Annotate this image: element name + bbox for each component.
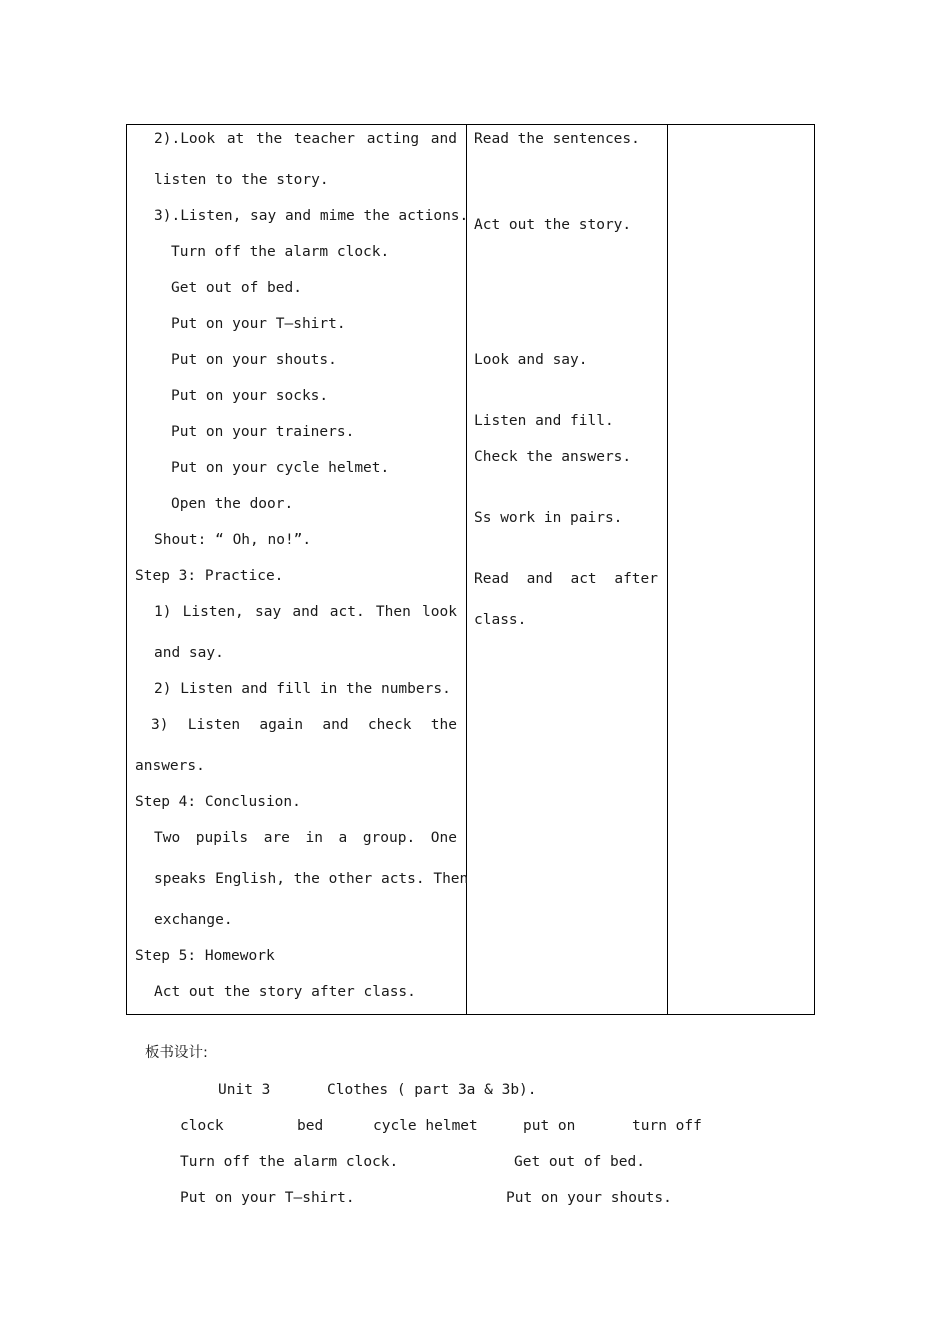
action-line: Put on your T—shirt. [171,316,346,332]
board-word: cycle helmet [373,1118,478,1134]
activity-line: Read the sentences. [474,131,640,147]
procedure-line: answers. [135,758,205,774]
board-word: put on [523,1118,576,1134]
column-divider [667,125,668,1014]
word: and [322,717,349,733]
word: Listen, [182,604,244,620]
word: Then [375,604,411,620]
action-line: Put on your socks. [171,388,329,404]
procedure-line: listen to the story. [154,172,329,188]
step-heading: Step 5: Homework [135,948,275,964]
procedure-line: exchange. [154,912,233,928]
procedure-line: 2) Listen and fill in the numbers. [154,681,451,697]
word: group. [362,830,416,846]
activity-line-read [474,569,658,589]
word: 3) [151,717,169,733]
procedure-line-look [154,129,457,149]
word: at [226,131,245,147]
word: acting [366,131,420,147]
action-line: Put on your cycle helmet. [171,460,390,476]
lesson-table [126,124,815,1015]
activity-line: Act out the story. [474,217,632,233]
board-word: bed [297,1118,324,1134]
procedure-line: speaks English, the other acts. Then [154,871,469,887]
word: the [255,131,283,147]
word: teacher [293,131,355,147]
board-word: clock [180,1118,224,1134]
procedure-line: Act out the story after class. [154,984,416,1000]
word: Listen [187,717,241,733]
word: act. [329,604,365,620]
word: and [292,604,319,620]
board-title: Clothes ( part 3a & 3b). [327,1082,537,1098]
board-sentence: Turn off the alarm clock. [180,1154,399,1170]
word: a [338,830,348,846]
word: and [430,131,457,147]
word: say [254,604,282,620]
conclusion-line-1 [154,828,457,848]
activity-line: class. [474,612,527,628]
action-line: Put on your trainers. [171,424,355,440]
activity-line: Ss work in pairs. [474,510,623,526]
word: Read [474,571,509,587]
board-sentence: Put on your T—shirt. [180,1190,355,1206]
word: look [422,604,457,620]
action-line: Turn off the alarm clock. [171,244,390,260]
board-heading: 板书设计: [145,1045,208,1061]
word: One [430,830,457,846]
practice-line-1 [154,602,457,622]
step-heading: Step 4: Conclusion. [135,794,301,810]
word: the [430,717,457,733]
board-unit: Unit 3 [218,1082,271,1098]
word: in [305,830,323,846]
word: check [367,717,412,733]
step-heading: Step 3: Practice. [135,568,284,584]
procedure-line: and say. [154,645,224,661]
activity-line: Look and say. [474,352,588,368]
action-line: Put on your shouts. [171,352,337,368]
word: after [614,571,658,587]
word: and [526,571,553,587]
board-sentence: Put on your shouts. [506,1190,672,1206]
board-word: turn off [632,1118,702,1134]
word: 1) [154,604,172,620]
activity-line: Check the answers. [474,449,632,465]
word: again [259,717,304,733]
procedure-line: 3).Listen, say and mime the actions. [154,208,469,224]
action-line: Open the door. [171,496,294,512]
word: act [570,571,597,587]
word: Two [154,830,181,846]
word: 2).Look [154,131,216,147]
action-line: Get out of bed. [171,280,302,296]
board-sentence: Get out of bed. [514,1154,645,1170]
practice-line-3 [151,715,457,735]
word: are [263,830,290,846]
activity-line: Listen and fill. [474,413,614,429]
word: pupils [195,830,249,846]
shout-line: Shout: “ Oh, no!”. [154,532,312,548]
